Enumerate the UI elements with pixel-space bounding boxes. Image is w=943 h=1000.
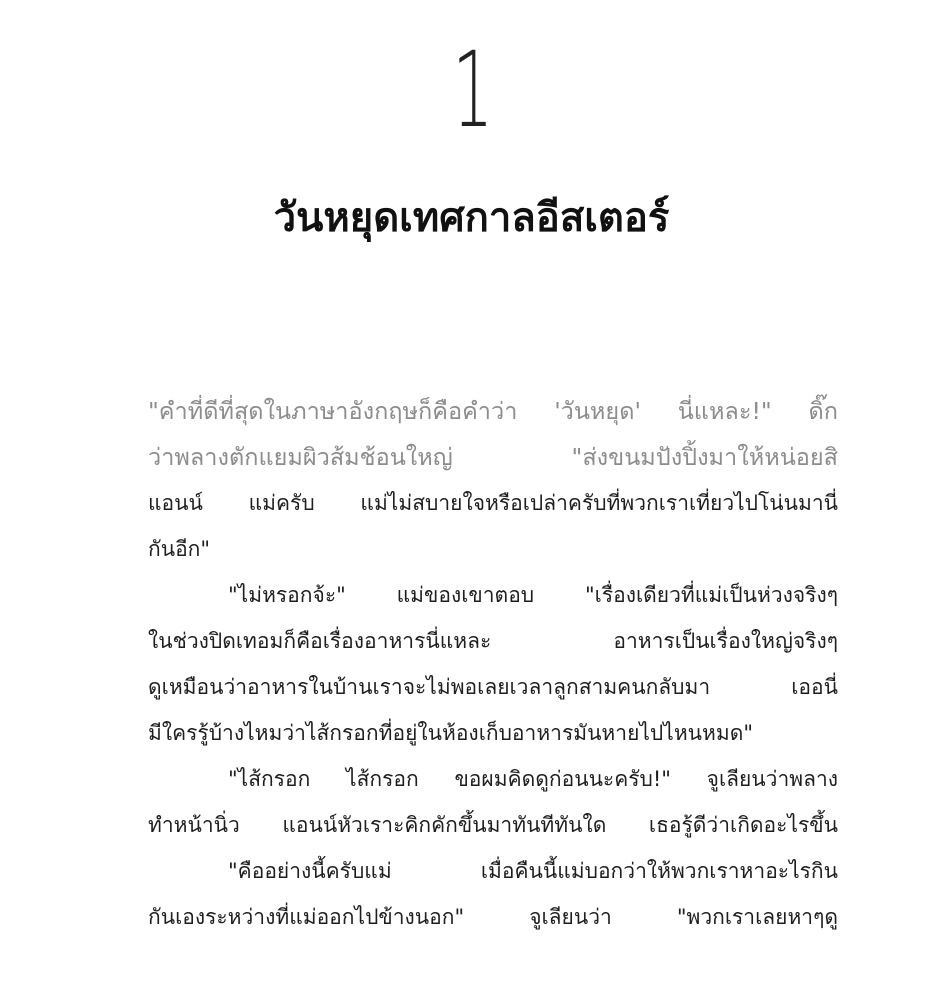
text-line: "คำที่ดีที่สุดในภาษาอังกฤษก็คือคำว่า 'วันหยุด' นี่แหละ!" ดิ๊ก (148, 397, 838, 425)
text-line: "ไส้กรอก ไส้กรอก ขอผมคิดดูก่อนนะครับ!" จูเลียนว่าพลาง (228, 767, 838, 791)
text-line: ทำหน้านิ่ว แอนน์หัวเราะคิกคักขึ้นมาทันทีทันใด เธอรู้ดีว่าเกิดอะไรขึ้น (148, 813, 838, 837)
text-line: ในช่วงปิดเทอมก็คือเรื่องอาหารนี่แหละ อาหารเป็นเรื่องใหญ่จริงๆ (148, 629, 838, 653)
text-line: กันเองระหว่างที่แม่ออกไปข้างนอก" จูเลียนว่า "พวกเราเลยหาๆดู (148, 905, 838, 929)
text-line: กันอีก" (148, 537, 211, 561)
body-text (148, 388, 838, 940)
text-line: แอนน์ แม่ครับ แม่ไม่สบายใจหรือเปล่าครับที่พวกเราเที่ยวไปโน่นมานี่ (148, 491, 838, 515)
text-line: ว่าพลางตักแยมผิวส้มช้อนใหญ่ "ส่งขนมปังปิ้งมาให้หน่อยสิ (148, 443, 838, 471)
text-line: มีใครรู้บ้างไหมว่าไส้กรอกที่อยู่ในห้องเก็บอาหารมันหายไปไหนหมด" (148, 721, 754, 745)
text-line: "คืออย่างนี้ครับแม่ เมื่อคืนนี้แม่บอกว่าให้พวกเราหาอะไรกิน (228, 859, 838, 883)
chapter-title: วันหยุดเทศกาลอีสเตอร์ (273, 195, 670, 241)
chapter-number: 1 (452, 29, 491, 151)
text-line: "ไม่หรอกจ้ะ" แม่ของเขาตอบ "เรื่องเดียวที่แม่เป็นห่วงจริงๆ (228, 583, 838, 607)
text-line: ดูเหมือนว่าอาหารในบ้านเราจะไม่พอเลยเวลาลูกสามคนกลับมา เออนี่ (148, 675, 838, 699)
